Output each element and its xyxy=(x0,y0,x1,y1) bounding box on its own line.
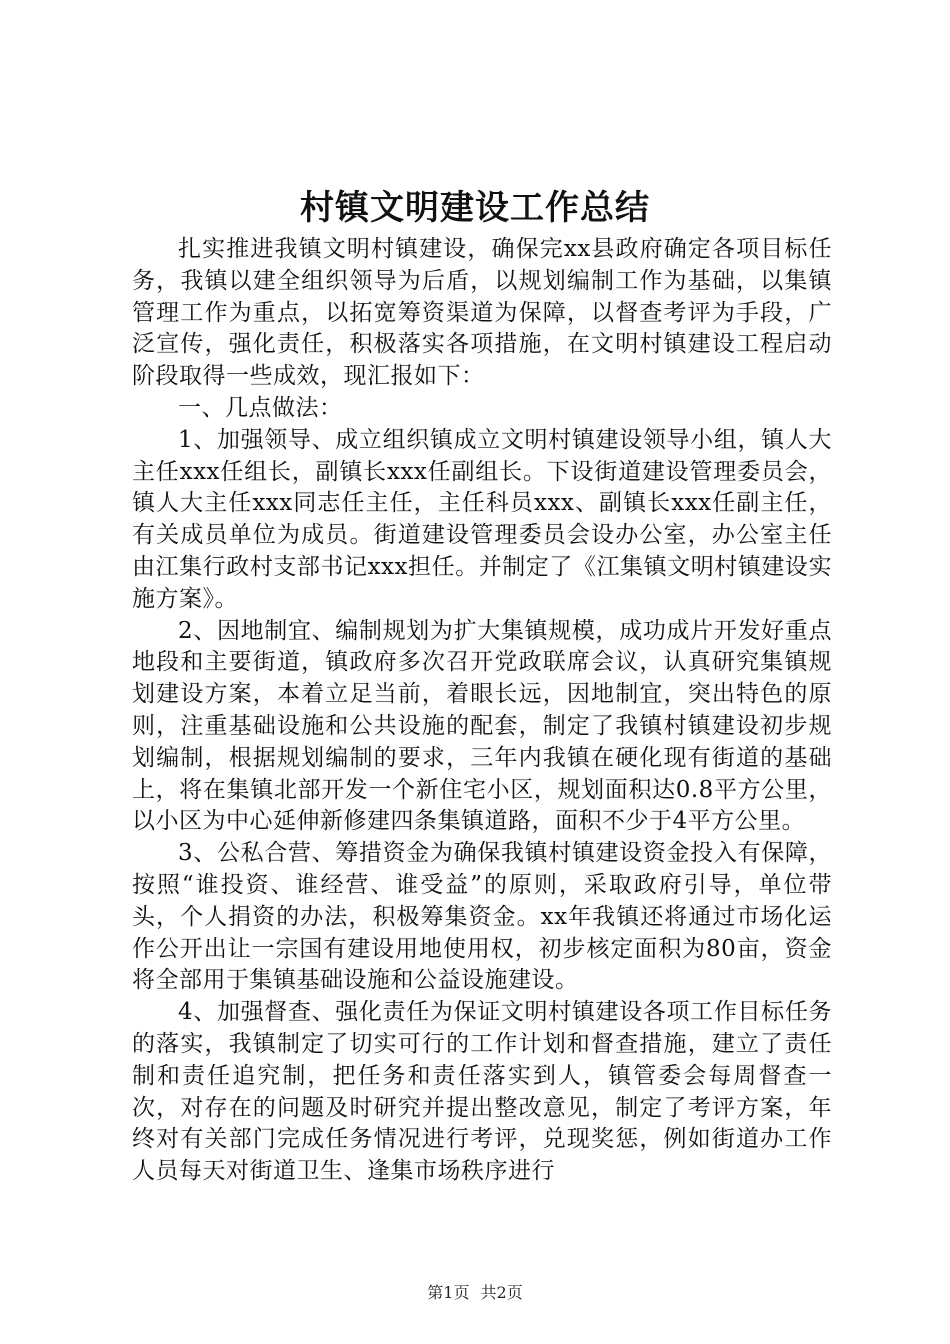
body-paragraph: 2、因地制宜、编制规划为扩大集镇规模，成功成片开发好重点地段和主要街道，镇政府多次召开党政联席会议，认真研究集镇规划建设方案，本着立足当前，着眼长远，因地制宜，突出特色的原则，注重基础设施和公共设施的配套，制定了我镇村镇建设初步规划编制，根据规划编制的要求，三年内我镇在硬化现有街道的基础上，将在集镇北部开发一个新住宅小区，规划面积达0.8平方公里，以小区为中心延伸新修建四条集镇道路，面积不少于4平方公里。 xyxy=(132,617,832,835)
body-paragraph: 4、加强督查、强化责任为保证文明村镇建设各项工作目标任务的落实，我镇制定了切实可行的工作计划和督查措施，建立了责任制和责任追究制，把任务和责任落实到人，镇管委会每周督查一次，对存在的问题及时研究并提出整改意见，制定了考评方案，年终对有关部门完成任务情况进行考评，兑现奖惩，例如街道办工作人员每天对街道卫生、逢集市场秩序进行 xyxy=(132,999,832,1185)
document-body xyxy=(132,234,832,1188)
intro-paragraph: 扎实推进我镇文明村镇建设，确保完xx县政府确定各项目标任务，我镇以建全组织领导为后盾，以规划编制工作为基础，以集镇管理工作为重点，以拓宽筹资渠道为保障，以督查考评为手段，广泛宣传，强化责任，积极落实各项措施，在文明村镇建设工程启动阶段取得一些成效，现汇报如下： xyxy=(132,236,832,390)
page-number: 第1页 xyxy=(427,1283,470,1302)
page-footer xyxy=(0,1283,950,1303)
body-paragraph: 3、公私合营、筹措资金为确保我镇村镇建设资金投入有保障，按照“谁投资、谁经营、谁受益”的原则，采取政府引导，单位带头，个人捐资的办法，积极筹集资金。xx年我镇还将通过市场化运作公开出让一宗国有建设用地使用权，初步核定面积为80亩，资金将全部用于集镇基础设施和公益设施建设。 xyxy=(132,840,832,994)
body-paragraph: 1、加强领导、成立组织镇成立文明村镇建设领导小组，镇人大主任xxx任组长，副镇长xxx任副组长。下设街道建设管理委员会，镇人大主任xxx同志任主任，主任科员xxx、副镇长xxx任副主任，有关成员单位为成员。街道建设管理委员会设办公室，办公室主任由江集行政村支部书记xxx担任。并制定了《江集镇文明村镇建设实施方案》。 xyxy=(132,426,832,612)
section-heading: 一、几点做法： xyxy=(178,394,343,421)
document-title: 村镇文明建设工作总结 xyxy=(300,188,650,228)
page-total: 共2页 xyxy=(480,1283,523,1302)
